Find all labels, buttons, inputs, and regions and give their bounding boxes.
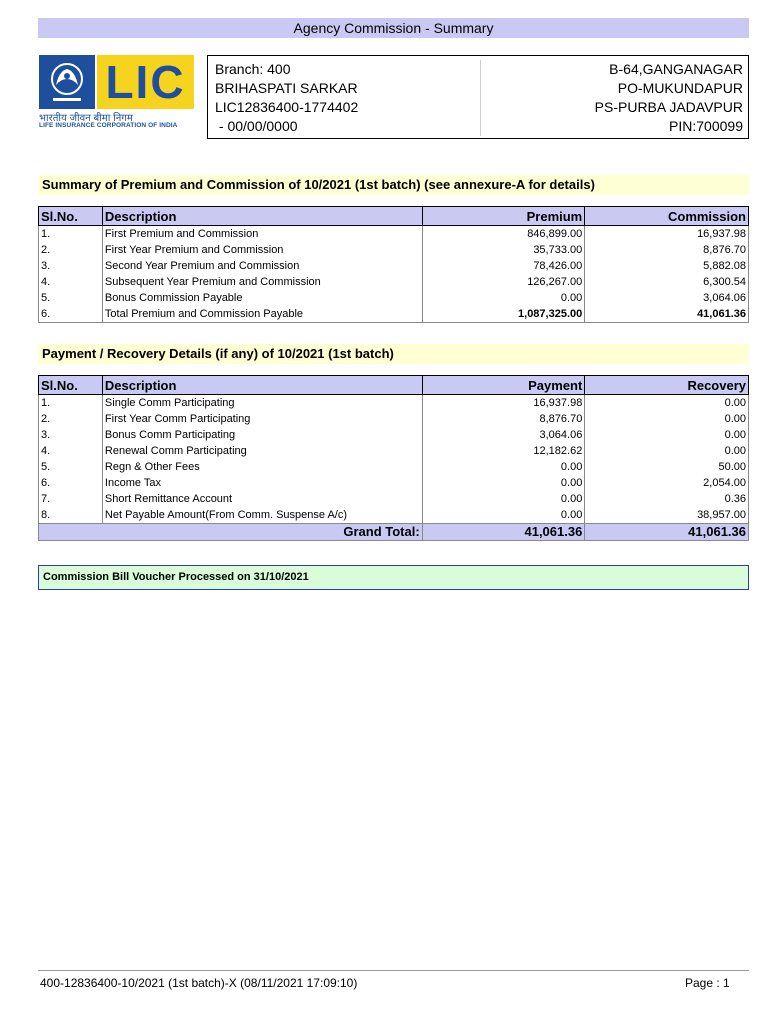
row-premium: 846,899.00 <box>422 226 585 243</box>
table-row <box>39 507 749 524</box>
page-title: Agency Commission - Summary <box>38 18 749 38</box>
address-divider <box>480 60 481 136</box>
row-description: First Year Comm Participating <box>102 411 422 427</box>
lic-brand-text: LIC <box>97 55 194 109</box>
row-recovery: 0.00 <box>585 443 749 459</box>
col-header-payment: Payment <box>422 376 585 395</box>
table-row <box>39 242 749 258</box>
row-description: First Year Premium and Commission <box>102 242 422 258</box>
address-line-1: B-64,GANGANAGAR <box>609 61 743 77</box>
row-slno: 2. <box>39 411 103 427</box>
row-slno: 4. <box>39 443 103 459</box>
table-row <box>39 274 749 290</box>
col-header-slno: Sl.No. <box>39 207 103 226</box>
address-line-3: PS-PURBA JADAVPUR <box>594 99 743 115</box>
row-slno: 5. <box>39 290 103 306</box>
address-pin: PIN:700099 <box>669 118 743 134</box>
row-description: Single Comm Participating <box>102 395 422 412</box>
row-slno: 7. <box>39 491 103 507</box>
payment-heading: Payment / Recovery Details (if any) of 10/2021 (1st batch) <box>38 344 749 364</box>
agent-date: - 00/00/0000 <box>215 118 298 134</box>
row-commission: 16,937.98 <box>585 226 749 243</box>
row-description: Renewal Comm Participating <box>102 443 422 459</box>
row-slno: 6. <box>39 475 103 491</box>
page-number: Page : 1 <box>685 976 730 990</box>
row-slno: 1. <box>39 226 103 243</box>
row-payment: 16,937.98 <box>422 395 585 412</box>
row-description: Second Year Premium and Commission <box>102 258 422 274</box>
row-commission: 41,061.36 <box>585 306 749 323</box>
row-description: Net Payable Amount(From Comm. Suspense A/c) <box>102 507 422 524</box>
row-payment: 0.00 <box>422 475 585 491</box>
row-recovery: 0.00 <box>585 395 749 412</box>
table-row <box>39 226 749 243</box>
table-row <box>39 258 749 274</box>
agent-name: BRIHASPATI SARKAR <box>215 80 358 96</box>
row-commission: 6,300.54 <box>585 274 749 290</box>
col-header-premium: Premium <box>422 207 585 226</box>
row-commission: 8,876.70 <box>585 242 749 258</box>
payment-table <box>38 375 749 541</box>
summary-header-row <box>39 207 749 226</box>
row-slno: 2. <box>39 242 103 258</box>
col-header-commission: Commission <box>585 207 749 226</box>
table-row <box>39 491 749 507</box>
summary-heading: Summary of Premium and Commission of 10/2021 (1st batch) (see annexure-A for details) <box>38 175 749 195</box>
table-row <box>39 411 749 427</box>
row-slno: 6. <box>39 306 103 323</box>
row-description: Bonus Commission Payable <box>102 290 422 306</box>
row-slno: 4. <box>39 274 103 290</box>
footer-divider <box>38 970 749 971</box>
row-slno: 3. <box>39 258 103 274</box>
grand-total-recovery: 41,061.36 <box>585 524 749 541</box>
row-payment: 12,182.62 <box>422 443 585 459</box>
grand-total-payment: 41,061.36 <box>422 524 585 541</box>
row-premium: 0.00 <box>422 290 585 306</box>
row-payment: 0.00 <box>422 491 585 507</box>
row-recovery: 0.00 <box>585 427 749 443</box>
row-slno: 5. <box>39 459 103 475</box>
table-row-total <box>39 306 749 323</box>
voucher-status: Commission Bill Voucher Processed on 31/10/2021 <box>38 565 749 590</box>
col-header-slno: Sl.No. <box>39 376 103 395</box>
row-slno: 8. <box>39 507 103 524</box>
footer-reference: 400-12836400-10/2021 (1st batch)-X (08/11/2021 17:09:10) <box>40 976 358 990</box>
row-recovery: 0.36 <box>585 491 749 507</box>
col-header-description: Description <box>102 207 422 226</box>
lic-emblem-icon <box>39 55 95 109</box>
row-recovery: 38,957.00 <box>585 507 749 524</box>
row-premium: 35,733.00 <box>422 242 585 258</box>
summary-table <box>38 206 749 323</box>
col-header-description: Description <box>102 376 422 395</box>
table-row <box>39 290 749 306</box>
branch-label: Branch: 400 <box>215 61 291 77</box>
row-premium: 1,087,325.00 <box>422 306 585 323</box>
row-payment: 0.00 <box>422 507 585 524</box>
row-payment: 3,064.06 <box>422 427 585 443</box>
agent-address-box <box>207 55 749 139</box>
row-recovery: 0.00 <box>585 411 749 427</box>
row-description: Total Premium and Commission Payable <box>102 306 422 323</box>
agent-details <box>215 60 358 136</box>
col-header-recovery: Recovery <box>585 376 749 395</box>
payment-header-row <box>39 376 749 395</box>
grand-total-row <box>39 524 749 541</box>
row-payment: 8,876.70 <box>422 411 585 427</box>
row-slno: 3. <box>39 427 103 443</box>
agent-code: LIC12836400-1774402 <box>215 99 359 115</box>
row-description: Regn & Other Fees <box>102 459 422 475</box>
row-payment: 0.00 <box>422 459 585 475</box>
row-premium: 126,267.00 <box>422 274 585 290</box>
row-slno: 1. <box>39 395 103 412</box>
table-row <box>39 395 749 412</box>
table-row <box>39 459 749 475</box>
row-premium: 78,426.00 <box>422 258 585 274</box>
row-recovery: 2,054.00 <box>585 475 749 491</box>
agent-postal-address <box>595 60 743 136</box>
address-line-2: PO-MUKUNDAPUR <box>617 80 743 96</box>
table-row <box>39 443 749 459</box>
row-description: Subsequent Year Premium and Commission <box>102 274 422 290</box>
row-description: Income Tax <box>102 475 422 491</box>
grand-total-label: Grand Total: <box>39 524 423 541</box>
row-description: Short Remittance Account <box>102 491 422 507</box>
row-description: First Premium and Commission <box>102 226 422 243</box>
lic-english-name: LIFE INSURANCE CORPORATION OF INDIA <box>39 122 178 129</box>
lic-hindi-name: भारतीय जीवन बीमा निगम <box>39 113 133 124</box>
row-description: Bonus Comm Participating <box>102 427 422 443</box>
table-row <box>39 475 749 491</box>
row-recovery: 50.00 <box>585 459 749 475</box>
lic-logo <box>39 55 194 131</box>
row-commission: 3,064.06 <box>585 290 749 306</box>
table-row <box>39 427 749 443</box>
row-commission: 5,882.08 <box>585 258 749 274</box>
